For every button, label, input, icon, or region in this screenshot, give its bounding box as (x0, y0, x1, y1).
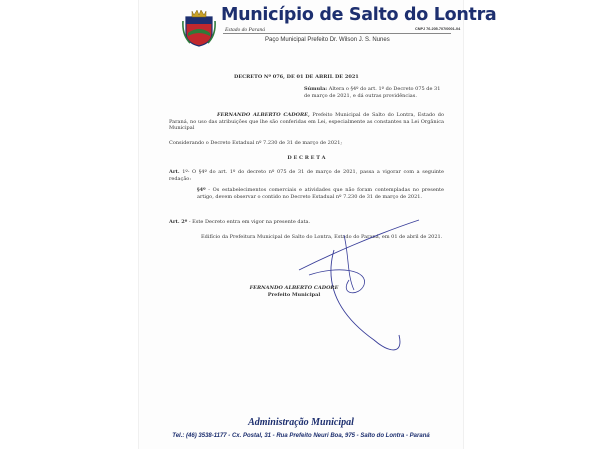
decree-article-1 (169, 169, 444, 182)
decree-intro (169, 112, 444, 132)
decree-considerando: Considerando o Decreto Estadual nº 7.230 de 31 de março de 2021; (169, 140, 343, 146)
decree-number: DECRETO Nº 076, DE 01 DE ABRIL DE 2021 (234, 74, 359, 80)
art1-text: 1º- O §4º do art. 1º do decreto nº 075 de 31 de março de 2021, passa a vigorar com a seguinte redação: (169, 169, 444, 182)
signer-name: FERNANDO ALBERTO CADORE (249, 285, 339, 291)
intro-name: FERNANDO ALBERTO CADORE, (217, 112, 310, 118)
summary-text: Altera o §4º do art. 1º do Decreto 075 de 31 de março de 2021, e dá outras providências. (304, 86, 441, 99)
intro-text: Prefeito Municipal de Salto do Lontra, Estado do Paraná, no uso das atribuições que lhe são conferidas em Lei, especialmente as constantes na Lei Orgânica Municipal (169, 112, 445, 132)
decree-summary (304, 86, 444, 99)
header-title: Município de Salto do Lontra (221, 5, 497, 25)
art1-label: Art. (169, 169, 180, 175)
header-state: Estado do Paraná (225, 27, 266, 33)
signer-role: Prefeito Municipal (267, 292, 321, 298)
par4-label: §4º (197, 187, 206, 193)
art2-label: Art. 2º (169, 219, 188, 225)
decree-decreta: D E C R E T A (287, 155, 326, 161)
decree-paragraph-4 (197, 187, 444, 200)
document-page (139, 0, 497, 449)
summary-label: Súmula: (304, 86, 328, 92)
header-divider (223, 33, 451, 34)
header-cnpj: CNPJ 76.205.707/0001-04 (415, 27, 461, 31)
par4-text: - Os estabelecimentos comerciais e atividades que não foram contempladas no presente artigo, devem observar o contido no Decreto Estadual nº 7.230 de 31 de março de 2021. (197, 187, 444, 200)
footer-address: Tel.: (46) 3538-1177 - Cx. Postal, 31 - Rua Prefeito Neuri Boa, 975 - Salto do Lontra - Paraná (172, 433, 430, 439)
header-paco: Paço Municipal Prefeito Dr. Wilson J. S. Nunes (265, 37, 390, 43)
art2-text: - Este Decreto entra em vigor na presente data. (188, 219, 311, 225)
municipal-crest-icon (182, 7, 216, 47)
footer-admin: Administração Municipal (248, 417, 354, 428)
decree-closing: Edifício da Prefeitura Municipal de Salto do Lontra, Estado do Paraná, em 01 de abril de 2021. (201, 234, 443, 240)
